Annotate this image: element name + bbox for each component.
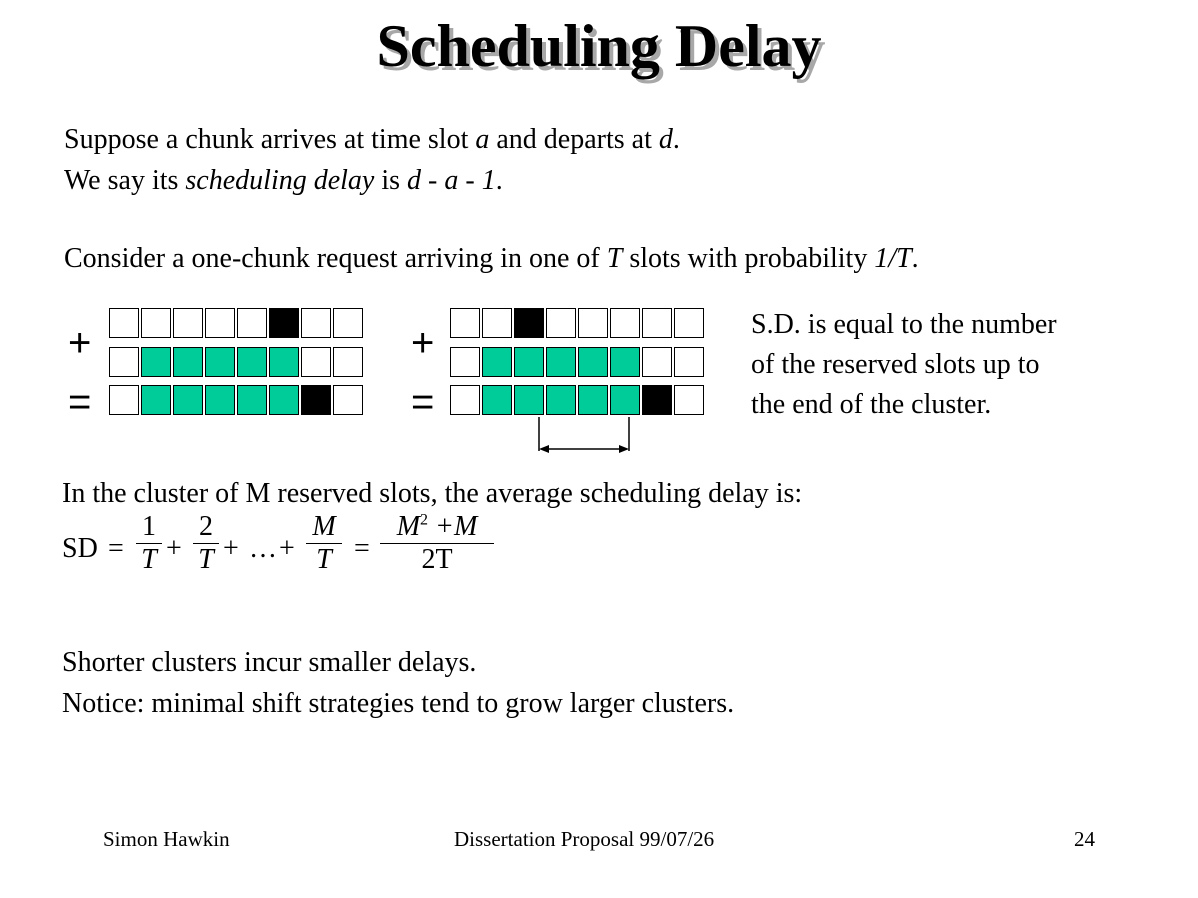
slot-cell-empty xyxy=(301,347,331,377)
delay-expression: d - a - 1 xyxy=(407,165,496,196)
slot-cell-green xyxy=(269,347,299,377)
slot-cell-empty xyxy=(109,347,139,377)
slot-cell-empty xyxy=(642,347,672,377)
slot-cell-green xyxy=(205,347,235,377)
slot-cell-green xyxy=(546,385,576,415)
consider-text: . xyxy=(911,243,919,274)
fraction-result xyxy=(380,511,494,576)
slot-cell-empty xyxy=(301,308,331,338)
var-M: +M xyxy=(428,511,478,542)
cluster-text: In the cluster of M reserved slots, the average scheduling delay is: xyxy=(62,478,803,509)
left-row-3 xyxy=(109,385,365,415)
slot-cell-empty xyxy=(333,347,363,377)
slot-cell-empty xyxy=(450,347,480,377)
consider-text: Consider a one-chunk request arriving in one of xyxy=(64,243,607,274)
slot-cell-green xyxy=(141,347,171,377)
slot-cell-empty xyxy=(482,308,512,338)
denominator: T xyxy=(136,543,162,576)
slot-cell-black xyxy=(514,308,544,338)
consider-line xyxy=(64,243,919,275)
plus-sign-left: + xyxy=(68,321,92,365)
var-d: d xyxy=(658,124,673,155)
intro-text: Suppose a chunk arrives at time slot xyxy=(64,124,476,155)
fraction-2-over-T xyxy=(193,511,219,576)
slot-cell-green xyxy=(269,385,299,415)
equals-sign-left: = xyxy=(68,380,92,424)
formula-plus: + xyxy=(223,533,239,564)
note-line: the end of the cluster. xyxy=(751,389,992,420)
slot-cell-green xyxy=(173,347,203,377)
slot-cell-empty xyxy=(642,308,672,338)
intro-text: and departs at xyxy=(489,124,659,155)
consider-text: slots with probability xyxy=(622,243,875,274)
slot-cell-empty xyxy=(578,308,608,338)
left-row-1 xyxy=(109,308,365,338)
slot-cell-empty xyxy=(333,385,363,415)
slot-cell-empty xyxy=(237,308,267,338)
slot-cell-empty xyxy=(109,385,139,415)
slot-cell-green xyxy=(482,385,512,415)
slot-cell-green xyxy=(205,385,235,415)
formula-plus: + xyxy=(166,533,182,564)
slot-cell-green xyxy=(514,385,544,415)
formula-ellipsis: … xyxy=(249,533,277,564)
probability: 1/T xyxy=(874,243,912,274)
slot-cell-empty xyxy=(674,308,704,338)
fraction-1-over-T xyxy=(136,511,162,576)
arrow-head-left xyxy=(539,445,549,453)
sd-formula xyxy=(62,511,542,591)
var-a: a xyxy=(475,124,490,155)
slot-cell-empty xyxy=(173,308,203,338)
left-row-2 xyxy=(109,347,365,377)
intro-text: . xyxy=(495,165,503,196)
slot-cell-green xyxy=(610,385,640,415)
intro-text: We say its xyxy=(64,165,186,196)
slot-cell-green xyxy=(237,385,267,415)
intro-line-1 xyxy=(64,124,680,156)
slot-cell-black xyxy=(301,385,331,415)
slot-cell-green xyxy=(141,385,171,415)
slot-cell-green xyxy=(546,347,576,377)
intro-text: . xyxy=(672,124,680,155)
formula-plus: + xyxy=(279,533,295,564)
fraction-M-over-T xyxy=(306,511,342,576)
term-scheduling-delay: scheduling delay xyxy=(185,165,375,196)
plus-sign-right: + xyxy=(411,321,435,365)
formula-lhs: SD xyxy=(62,533,98,564)
var-T: T xyxy=(606,243,623,274)
arrow-head-right xyxy=(619,445,629,453)
footer-page-number: 24 xyxy=(1074,827,1095,851)
result-numerator xyxy=(380,511,494,543)
footer-author: Simon Hawkin xyxy=(103,827,230,851)
conclusion-line-1: Shorter clusters incur smaller delays. xyxy=(62,647,477,678)
slot-cell-empty xyxy=(141,308,171,338)
slot-cell-green xyxy=(514,347,544,377)
slot-cell-green xyxy=(578,385,608,415)
slot-cell-empty xyxy=(674,385,704,415)
formula-equals: = xyxy=(108,533,124,564)
slot-cell-empty xyxy=(450,308,480,338)
numerator: M xyxy=(312,511,336,542)
slot-cell-empty xyxy=(109,308,139,338)
numerator: 1 xyxy=(142,511,156,542)
exponent: 2 xyxy=(420,511,429,529)
slot-cell-empty xyxy=(610,308,640,338)
delay-span-arrow xyxy=(530,415,640,460)
slot-cell-empty xyxy=(333,308,363,338)
slot-cell-empty xyxy=(674,347,704,377)
slot-cell-green xyxy=(173,385,203,415)
formula-equals: = xyxy=(354,533,370,564)
right-row-1 xyxy=(450,308,706,338)
var-M: M xyxy=(396,511,421,542)
slot-cell-black xyxy=(269,308,299,338)
intro-text: is xyxy=(374,165,408,196)
right-row-3 xyxy=(450,385,706,415)
denominator: T xyxy=(306,543,342,576)
right-row-2 xyxy=(450,347,706,377)
intro-line-2 xyxy=(64,165,503,197)
numerator: 2 xyxy=(199,511,213,542)
result-denominator: 2T xyxy=(380,543,494,576)
slot-cell-empty xyxy=(205,308,235,338)
slot-cell-green xyxy=(237,347,267,377)
slot-cell-empty xyxy=(450,385,480,415)
note-line: S.D. is equal to the number xyxy=(751,309,1057,340)
slot-cell-green xyxy=(610,347,640,377)
slot-cell-green xyxy=(578,347,608,377)
conclusion-line-2: Notice: minimal shift strategies tend to grow larger clusters. xyxy=(62,688,735,719)
note-line: of the reserved slots up to xyxy=(751,349,1040,380)
slot-cell-green xyxy=(482,347,512,377)
slide-title: Scheduling Delay xyxy=(376,13,822,79)
slot-cell-empty xyxy=(546,308,576,338)
footer-center: Dissertation Proposal 99/07/26 xyxy=(454,827,715,851)
equals-sign-right: = xyxy=(411,380,435,424)
sd-note xyxy=(751,305,1057,425)
denominator: T xyxy=(193,543,219,576)
slot-cell-black xyxy=(642,385,672,415)
